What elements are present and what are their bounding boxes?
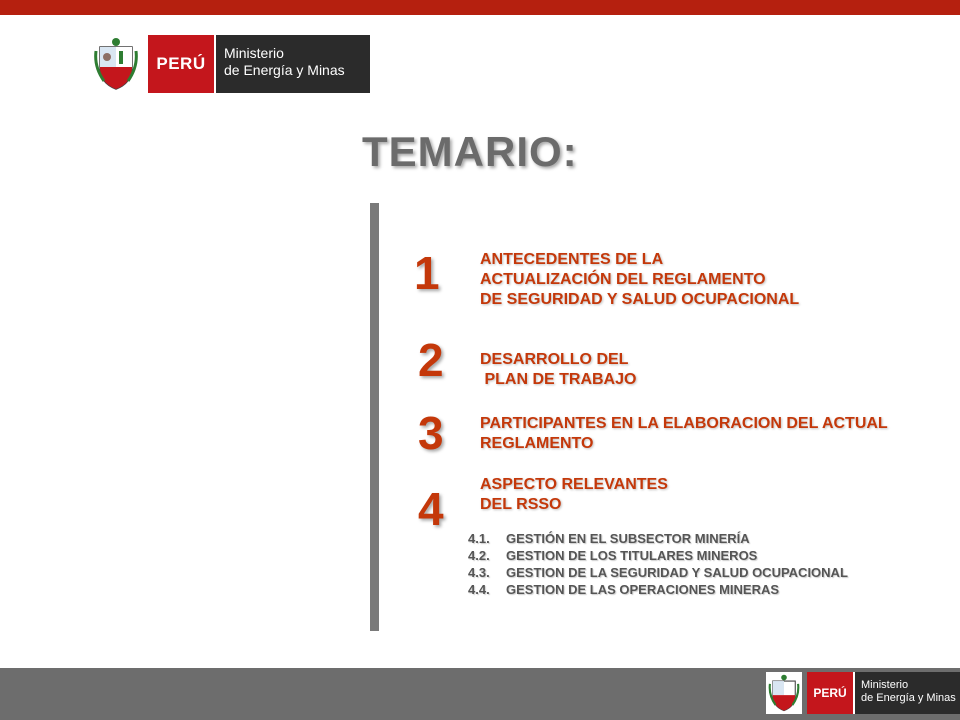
footer-logo-ministry-label [855, 672, 960, 714]
vertical-divider [370, 203, 379, 631]
coat-of-arms-icon [92, 35, 140, 93]
logo-country-label: PERÚ [148, 35, 214, 93]
subtopic-label: GESTION DE LOS TITULARES MINEROS [506, 548, 758, 563]
topic-2 [480, 350, 636, 390]
list-item [468, 530, 848, 547]
subtopic-list [468, 530, 848, 598]
subtopic-number: 4.4. [468, 582, 490, 597]
topic-4-line-2: DEL RSSO [480, 496, 562, 513]
footer-ministry-logo [766, 672, 960, 714]
subtopic-number: 4.2. [468, 548, 490, 563]
topic-2-line-1: DESARROLLO DEL [480, 351, 629, 368]
ministry-line-2: de Energía y Minas [224, 62, 345, 78]
topic-3 [480, 414, 888, 454]
subtopic-label: GESTIÓN EN EL SUBSECTOR MINERÍA [506, 531, 750, 546]
topic-4-line-1: ASPECTO RELEVANTES [480, 476, 668, 493]
topic-number-3: 3 [418, 407, 444, 459]
footer-ministry-line-1: Ministerio [861, 679, 909, 691]
subtopic-number: 4.3. [468, 565, 490, 580]
page-title: TEMARIO: [362, 128, 578, 175]
list-item [468, 564, 848, 581]
topic-number-2: 2 [418, 334, 444, 386]
topic-2-line-2: PLAN DE TRABAJO [480, 371, 637, 388]
topic-number-4: 4 [418, 483, 444, 535]
topic-1-line-2: ACTUALIZACIÓN DEL REGLAMENTO [480, 271, 766, 288]
subtopic-label: GESTION DE LAS OPERACIONES MINERAS [506, 582, 780, 597]
subtopic-label: GESTION DE LA SEGURIDAD Y SALUD OCUPACIONAL [506, 565, 848, 580]
coat-of-arms-icon [766, 672, 802, 714]
topic-number-1: 1 [414, 247, 440, 299]
top-accent-bar [0, 0, 960, 15]
footer-logo-country-label: PERÚ [807, 672, 853, 714]
topic-3-line-2: REGLAMENTO [480, 435, 594, 452]
logo-ministry-label [216, 35, 370, 93]
list-item [468, 581, 848, 598]
ministry-line-1: Ministerio [224, 45, 284, 61]
topic-1 [480, 250, 799, 310]
subtopic-number: 4.1. [468, 531, 490, 546]
footer-ministry-line-2: de Energía y Minas [861, 692, 956, 704]
topic-1-line-1: ANTECEDENTES DE LA [480, 251, 664, 268]
topic-1-line-3: DE SEGURIDAD Y SALUD OCUPACIONAL [480, 291, 800, 308]
header-ministry-logo [92, 35, 370, 93]
list-item [468, 547, 848, 564]
topic-4 [480, 475, 668, 515]
topic-3-line-1: PARTICIPANTES EN LA ELABORACION DEL ACTUAL [480, 415, 888, 432]
